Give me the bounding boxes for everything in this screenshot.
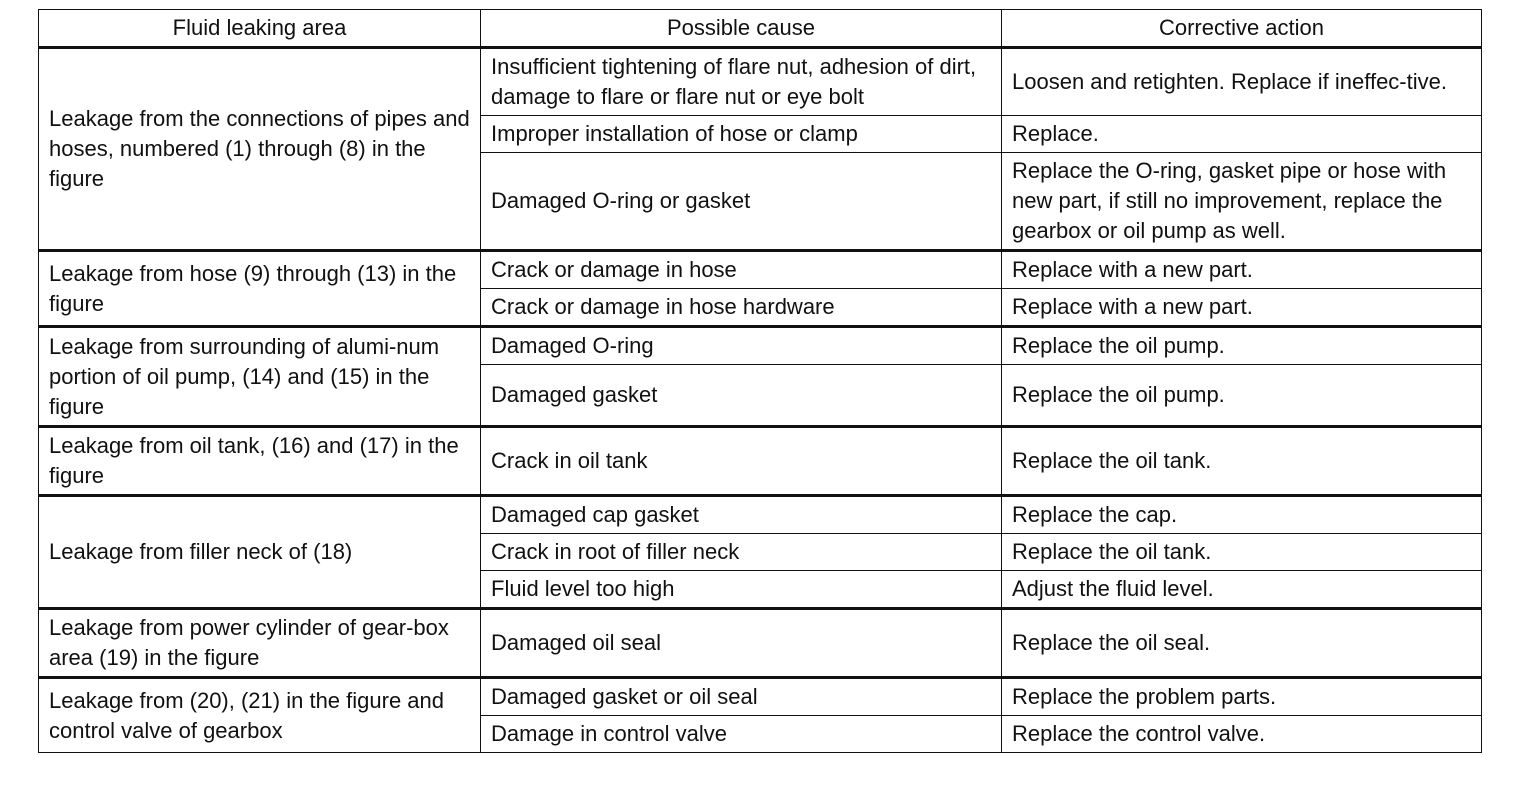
cause-cell: Damaged oil seal — [481, 609, 1002, 678]
action-cell: Replace with a new part. — [1002, 251, 1482, 289]
cause-cell: Damaged gasket or oil seal — [481, 678, 1002, 716]
action-cell: Replace. — [1002, 116, 1482, 153]
group-hose — [39, 251, 1482, 327]
action-cell: Replace the oil pump. — [1002, 365, 1482, 427]
cause-cell: Improper installation of hose or clamp — [481, 116, 1002, 153]
group-filler-neck — [39, 496, 1482, 609]
table-row — [39, 496, 1482, 534]
table-row — [39, 327, 1482, 365]
leak-area-cell: Leakage from oil tank, (16) and (17) in the figure — [39, 427, 481, 496]
action-cell: Replace the cap. — [1002, 496, 1482, 534]
leak-area-cell: Leakage from (20), (21) in the figure and control valve of gearbox — [39, 678, 481, 753]
cause-cell: Insufficient tightening of flare nut, adhesion of dirt, damage to flare or flare nut or eye bolt — [481, 48, 1002, 116]
table-row — [39, 48, 1482, 116]
leak-area-cell: Leakage from hose (9) through (13) in the figure — [39, 251, 481, 327]
group-oil-tank — [39, 427, 1482, 496]
leak-area-cell: Leakage from filler neck of (18) — [39, 496, 481, 609]
cause-cell: Damaged gasket — [481, 365, 1002, 427]
cause-cell: Crack or damage in hose hardware — [481, 289, 1002, 327]
action-cell: Replace the oil tank. — [1002, 534, 1482, 571]
cause-cell: Damaged cap gasket — [481, 496, 1002, 534]
action-cell: Replace the problem parts. — [1002, 678, 1482, 716]
action-cell: Replace the O-ring, gasket pipe or hose with new part, if still no improvement, replace the gearbox or oil pump as well. — [1002, 153, 1482, 251]
action-cell: Replace the control valve. — [1002, 716, 1482, 753]
action-cell: Adjust the fluid level. — [1002, 571, 1482, 609]
action-cell: Replace the oil tank. — [1002, 427, 1482, 496]
group-control-valve — [39, 678, 1482, 753]
cause-cell: Crack in oil tank — [481, 427, 1002, 496]
table-row — [39, 427, 1482, 496]
table-row — [39, 251, 1482, 289]
header-fluid-leaking-area: Fluid leaking area — [39, 10, 481, 48]
leak-area-cell: Leakage from the connections of pipes and hoses, numbered (1) through (8) in the figure — [39, 48, 481, 251]
header-corrective-action: Corrective action — [1002, 10, 1482, 48]
leak-diagnosis-table — [38, 9, 1482, 753]
header-row — [39, 10, 1482, 48]
cause-cell: Damaged O-ring or gasket — [481, 153, 1002, 251]
action-cell: Replace the oil seal. — [1002, 609, 1482, 678]
cause-cell: Damaged O-ring — [481, 327, 1002, 365]
action-cell: Replace the oil pump. — [1002, 327, 1482, 365]
action-cell: Replace with a new part. — [1002, 289, 1482, 327]
table-row — [39, 609, 1482, 678]
cause-cell: Fluid level too high — [481, 571, 1002, 609]
cause-cell: Crack or damage in hose — [481, 251, 1002, 289]
leak-area-cell: Leakage from power cylinder of gear-box area (19) in the figure — [39, 609, 481, 678]
group-oil-pump — [39, 327, 1482, 427]
table-row — [39, 678, 1482, 716]
header-possible-cause: Possible cause — [481, 10, 1002, 48]
group-power-cylinder — [39, 609, 1482, 678]
action-cell: Loosen and retighten. Replace if ineffec-tive. — [1002, 48, 1482, 116]
group-pipe-hose-connections — [39, 48, 1482, 251]
leak-area-cell: Leakage from surrounding of alumi-num portion of oil pump, (14) and (15) in the figure — [39, 327, 481, 427]
cause-cell: Damage in control valve — [481, 716, 1002, 753]
cause-cell: Crack in root of filler neck — [481, 534, 1002, 571]
